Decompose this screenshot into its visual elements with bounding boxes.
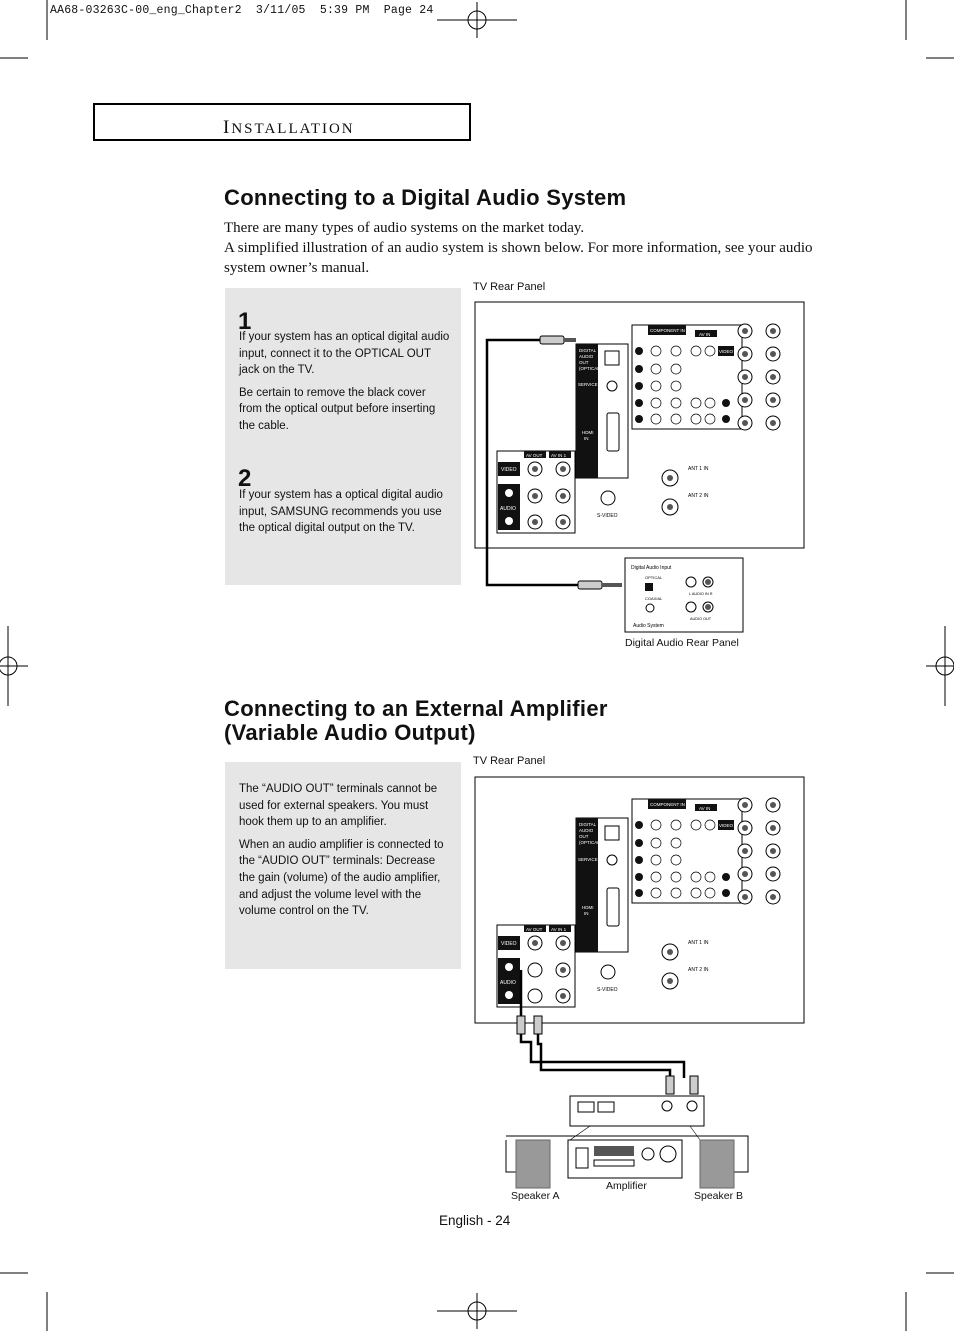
svg-text:SERVICE: SERVICE <box>578 382 598 387</box>
svg-text:HDMI: HDMI <box>582 905 594 910</box>
svg-text:VIDEO: VIDEO <box>719 349 734 354</box>
svg-text:SERVICE: SERVICE <box>578 857 598 862</box>
tv-rear-panel-caption-1: TV Rear Panel <box>473 281 546 293</box>
svg-text:VIDEO: VIDEO <box>719 823 734 828</box>
svg-text:AUDIO: AUDIO <box>579 354 594 359</box>
svg-text:AUDIO OUT: AUDIO OUT <box>690 617 712 621</box>
svg-text:AV OUT: AV OUT <box>526 927 543 932</box>
speaker-b-label: Speaker B <box>694 1190 744 1202</box>
svg-text:AUDIO: AUDIO <box>500 506 516 512</box>
svg-text:OUT: OUT <box>579 834 589 839</box>
tv-rear-panel-caption-2: TV Rear Panel <box>473 755 546 767</box>
amp-para2: When an audio amplifier is connected to the “AUDIO OUT” terminals: Decrease the gain (volume) of the audio amplifier, and adjust the volume level with the volume control on the TV. <box>239 838 444 918</box>
svg-text:AV IN 1: AV IN 1 <box>551 927 567 932</box>
section2-title-line1: Connecting to an External Amplifier <box>224 696 608 721</box>
svg-text:OPTICAL: OPTICAL <box>645 575 663 580</box>
section2-title-line2: (Variable Audio Output) <box>224 720 476 745</box>
svg-text:AV IN 1: AV IN 1 <box>551 453 567 458</box>
digital-audio-rear-panel-caption: Digital Audio Rear Panel <box>625 637 739 649</box>
svg-text:Digital Audio Input: Digital Audio Input <box>631 565 672 571</box>
svg-text:Audio System: Audio System <box>633 623 664 629</box>
svg-text:VIDEO: VIDEO <box>501 467 517 473</box>
page-footer: English - 24 <box>439 1213 511 1228</box>
svg-text:DIGITAL: DIGITAL <box>579 822 597 827</box>
amplifier-label: Amplifier <box>606 1180 647 1192</box>
svg-text:AV IN: AV IN <box>699 806 711 811</box>
speaker-a-label: Speaker A <box>511 1190 560 1202</box>
svg-text:OUT: OUT <box>579 360 589 365</box>
svg-text:L AUDIO IN R: L AUDIO IN R <box>689 592 713 596</box>
svg-text:(OPTICAL): (OPTICAL) <box>579 366 602 371</box>
component-in-label: COMPONENT IN <box>650 328 685 333</box>
intro-line2: A simplified illustration of an audio system is shown below. For more information, see your audio system owner’s manual. <box>224 240 813 276</box>
svg-text:ANT 1 IN: ANT 1 IN <box>688 940 709 946</box>
step1-number: 1 <box>238 308 252 335</box>
svg-text:S-VIDEO: S-VIDEO <box>597 513 618 519</box>
section-label: INSTALLATION <box>223 117 355 138</box>
svg-text:VIDEO: VIDEO <box>501 941 517 947</box>
svg-text:ANT 2 IN: ANT 2 IN <box>688 967 709 973</box>
svg-text:AV IN: AV IN <box>699 332 711 337</box>
amp-para1: The “AUDIO OUT” terminals cannot be used for external speakers. You must hook them up to an amplifier. <box>239 783 438 829</box>
svg-text:AV OUT: AV OUT <box>526 453 543 458</box>
section1-title: Connecting to a Digital Audio System <box>224 185 627 210</box>
svg-text:IN: IN <box>584 436 589 441</box>
step1-para2: Be certain to remove the black cover from the optical output before inserting the cable. <box>239 386 436 432</box>
svg-text:ANT 2 IN: ANT 2 IN <box>688 493 709 499</box>
step1-para1: If your system has an optical digital audio input, connect it to the OPTICAL OUT jack on the TV. <box>239 331 450 377</box>
svg-text:HDMI: HDMI <box>582 430 594 435</box>
svg-text:(OPTICAL): (OPTICAL) <box>579 840 602 845</box>
step2-para1: If your system has a optical digital audio input, SAMSUNG recommends you use the optical digital output on the TV. <box>239 489 443 535</box>
intro-line1: There are many types of audio systems on the market today. <box>224 220 585 236</box>
print-header: AA68-03263C-00_eng_Chapter2 3/11/05 5:39 PM Page 24 <box>50 4 434 17</box>
svg-text:COAXIAL: COAXIAL <box>645 596 663 601</box>
svg-text:ANT 1 IN: ANT 1 IN <box>688 466 709 472</box>
svg-text:COMPONENT IN: COMPONENT IN <box>650 802 685 807</box>
svg-text:IN: IN <box>584 911 589 916</box>
svg-text:AUDIO: AUDIO <box>500 980 516 986</box>
svg-text:AUDIO: AUDIO <box>579 828 594 833</box>
step2-number: 2 <box>238 465 252 492</box>
svg-text:DIGITAL: DIGITAL <box>579 348 597 353</box>
svg-text:S-VIDEO: S-VIDEO <box>597 987 618 993</box>
